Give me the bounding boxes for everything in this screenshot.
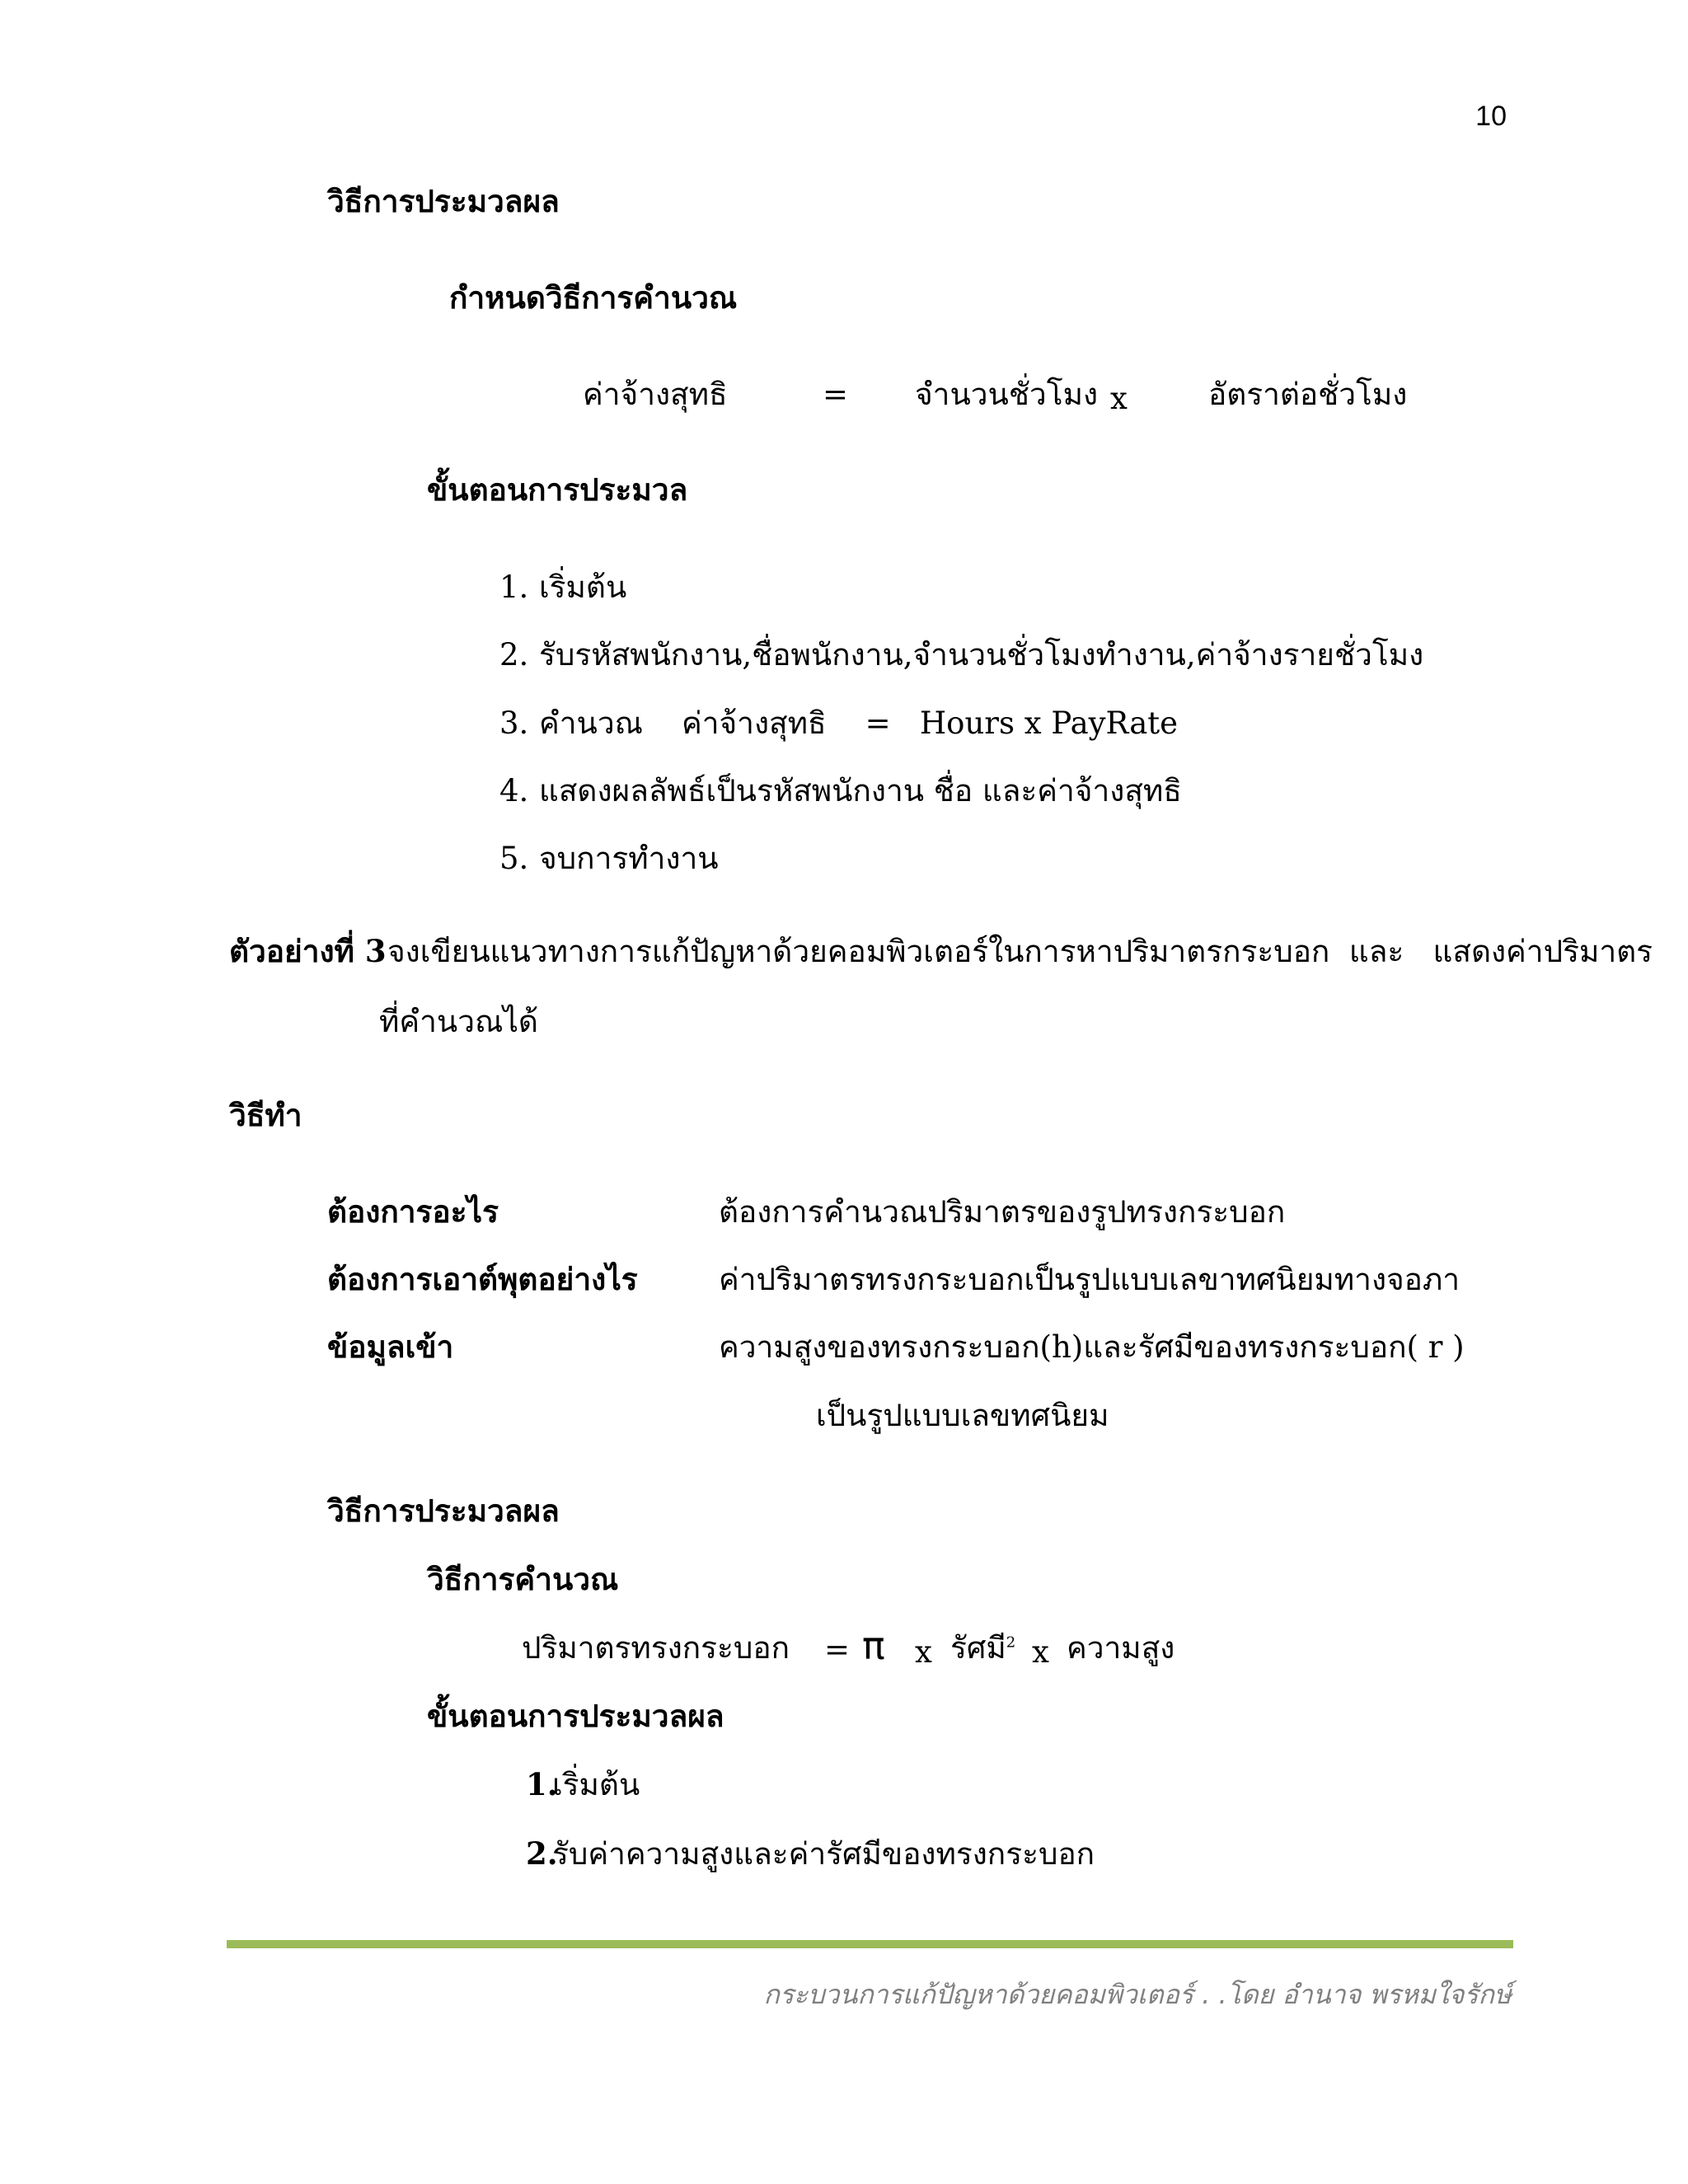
row-value: ต้องการคำนวณปริมาตรของรูปทรงกระบอก <box>719 1194 1286 1230</box>
calc-method-heading: กำหนดวิธีการคำนวณ <box>449 279 738 316</box>
section-heading-processing: วิธีการประมวลผล <box>327 183 560 219</box>
formula-equals: = <box>824 1632 851 1667</box>
step-number: 3. <box>499 705 529 741</box>
step-text: รับค่าความสูงและค่ารัศมีของทรงกระบอก <box>552 1836 1095 1872</box>
formula-lhs: ปริมาตรทรงกระบอก <box>522 1630 790 1666</box>
pi-symbol: π <box>862 1624 885 1668</box>
squared-exponent: 2 <box>1006 1633 1016 1652</box>
row-label: ต้องการอะไร <box>327 1193 499 1230</box>
formula-equals: = <box>823 377 849 412</box>
example-text-line1: จงเขียนแนวทางการแก้ปัญหาด้วยคอมพิวเตอร์ในการหาปริมาตรกระบอก และ แสดงค่าปริมาตร <box>387 934 1653 969</box>
footer-rule <box>227 1940 1513 1948</box>
row-value: ความสูงของทรงกระบอก(h)และรัศมีของทรงกระบอก( r ) <box>719 1329 1465 1365</box>
row-label: ข้อมูลเข้า <box>327 1329 454 1365</box>
formula-multiply: x <box>1032 1634 1049 1670</box>
step-number: 5. <box>499 841 529 876</box>
step-number: 2. <box>526 1835 558 1872</box>
formula-height: ความสูง <box>1067 1630 1175 1666</box>
section-heading-processing: วิธีการประมวลผล <box>327 1493 560 1529</box>
steps-heading: ขั้นตอนการประมวล <box>427 471 688 508</box>
step-number: 1. <box>526 1766 558 1802</box>
step-number: 1. <box>499 569 529 605</box>
step-number: 4. <box>499 773 529 808</box>
step-text: รับรหัสพนักงาน,ชื่อพนักงาน,จำนวนชั่วโมงทำงาน,ค่าจ้างรายชั่วโมง <box>539 637 1424 673</box>
page-number: 10 <box>1475 101 1507 132</box>
formula-lhs: ค่าจ้างสุทธิ <box>583 377 728 412</box>
row-value: ค่าปริมาตรทรงกระบอกเป็นรูปแบบเลขาทศนิยมทางจอภา <box>719 1262 1461 1297</box>
formula-multiply: x <box>915 1634 932 1670</box>
formula-hours: จำนวนชั่วโมง <box>915 377 1099 412</box>
radius-text: รัศมี <box>950 1630 1006 1666</box>
footer-text: กระบวนการแก้ปัญหาด้วยคอมพิวเตอร์ . .โดย อำนาจ พรหมใจรักษ์ <box>763 1979 1512 2010</box>
step-number: 2. <box>499 637 529 673</box>
method-heading: วิธีทำ <box>229 1097 302 1133</box>
example-label: ตัวอย่างที่ 3 <box>229 933 387 969</box>
example-text-line2: ที่คำนวณได้ <box>379 1004 538 1039</box>
formula-radius <box>950 1630 1016 1666</box>
row-label: ต้องการเอาต์พุตอย่างไร <box>327 1261 638 1297</box>
step-text: คำนวณ ค่าจ้างสุทธิ = Hours x PayRate <box>539 705 1179 741</box>
step-text: จบการทำงาน <box>539 841 719 876</box>
formula-rate: อัตราต่อชั่วโมง <box>1208 377 1408 412</box>
calc-method-heading: วิธีการคำนวณ <box>427 1561 619 1597</box>
step-text: เริ่มต้น <box>552 1767 640 1802</box>
steps-heading: ขั้นตอนการประมวลผล <box>427 1698 724 1734</box>
input-continuation: เป็นรูปแบบเลขทศนิยม <box>816 1398 1109 1433</box>
formula-multiply: x <box>1110 381 1128 416</box>
step-text: เริ่มต้น <box>539 569 627 605</box>
step-text: แสดงผลลัพธ์เป็นรหัสพนักงาน ชื่อ และค่าจ้างสุทธิ <box>539 773 1182 808</box>
